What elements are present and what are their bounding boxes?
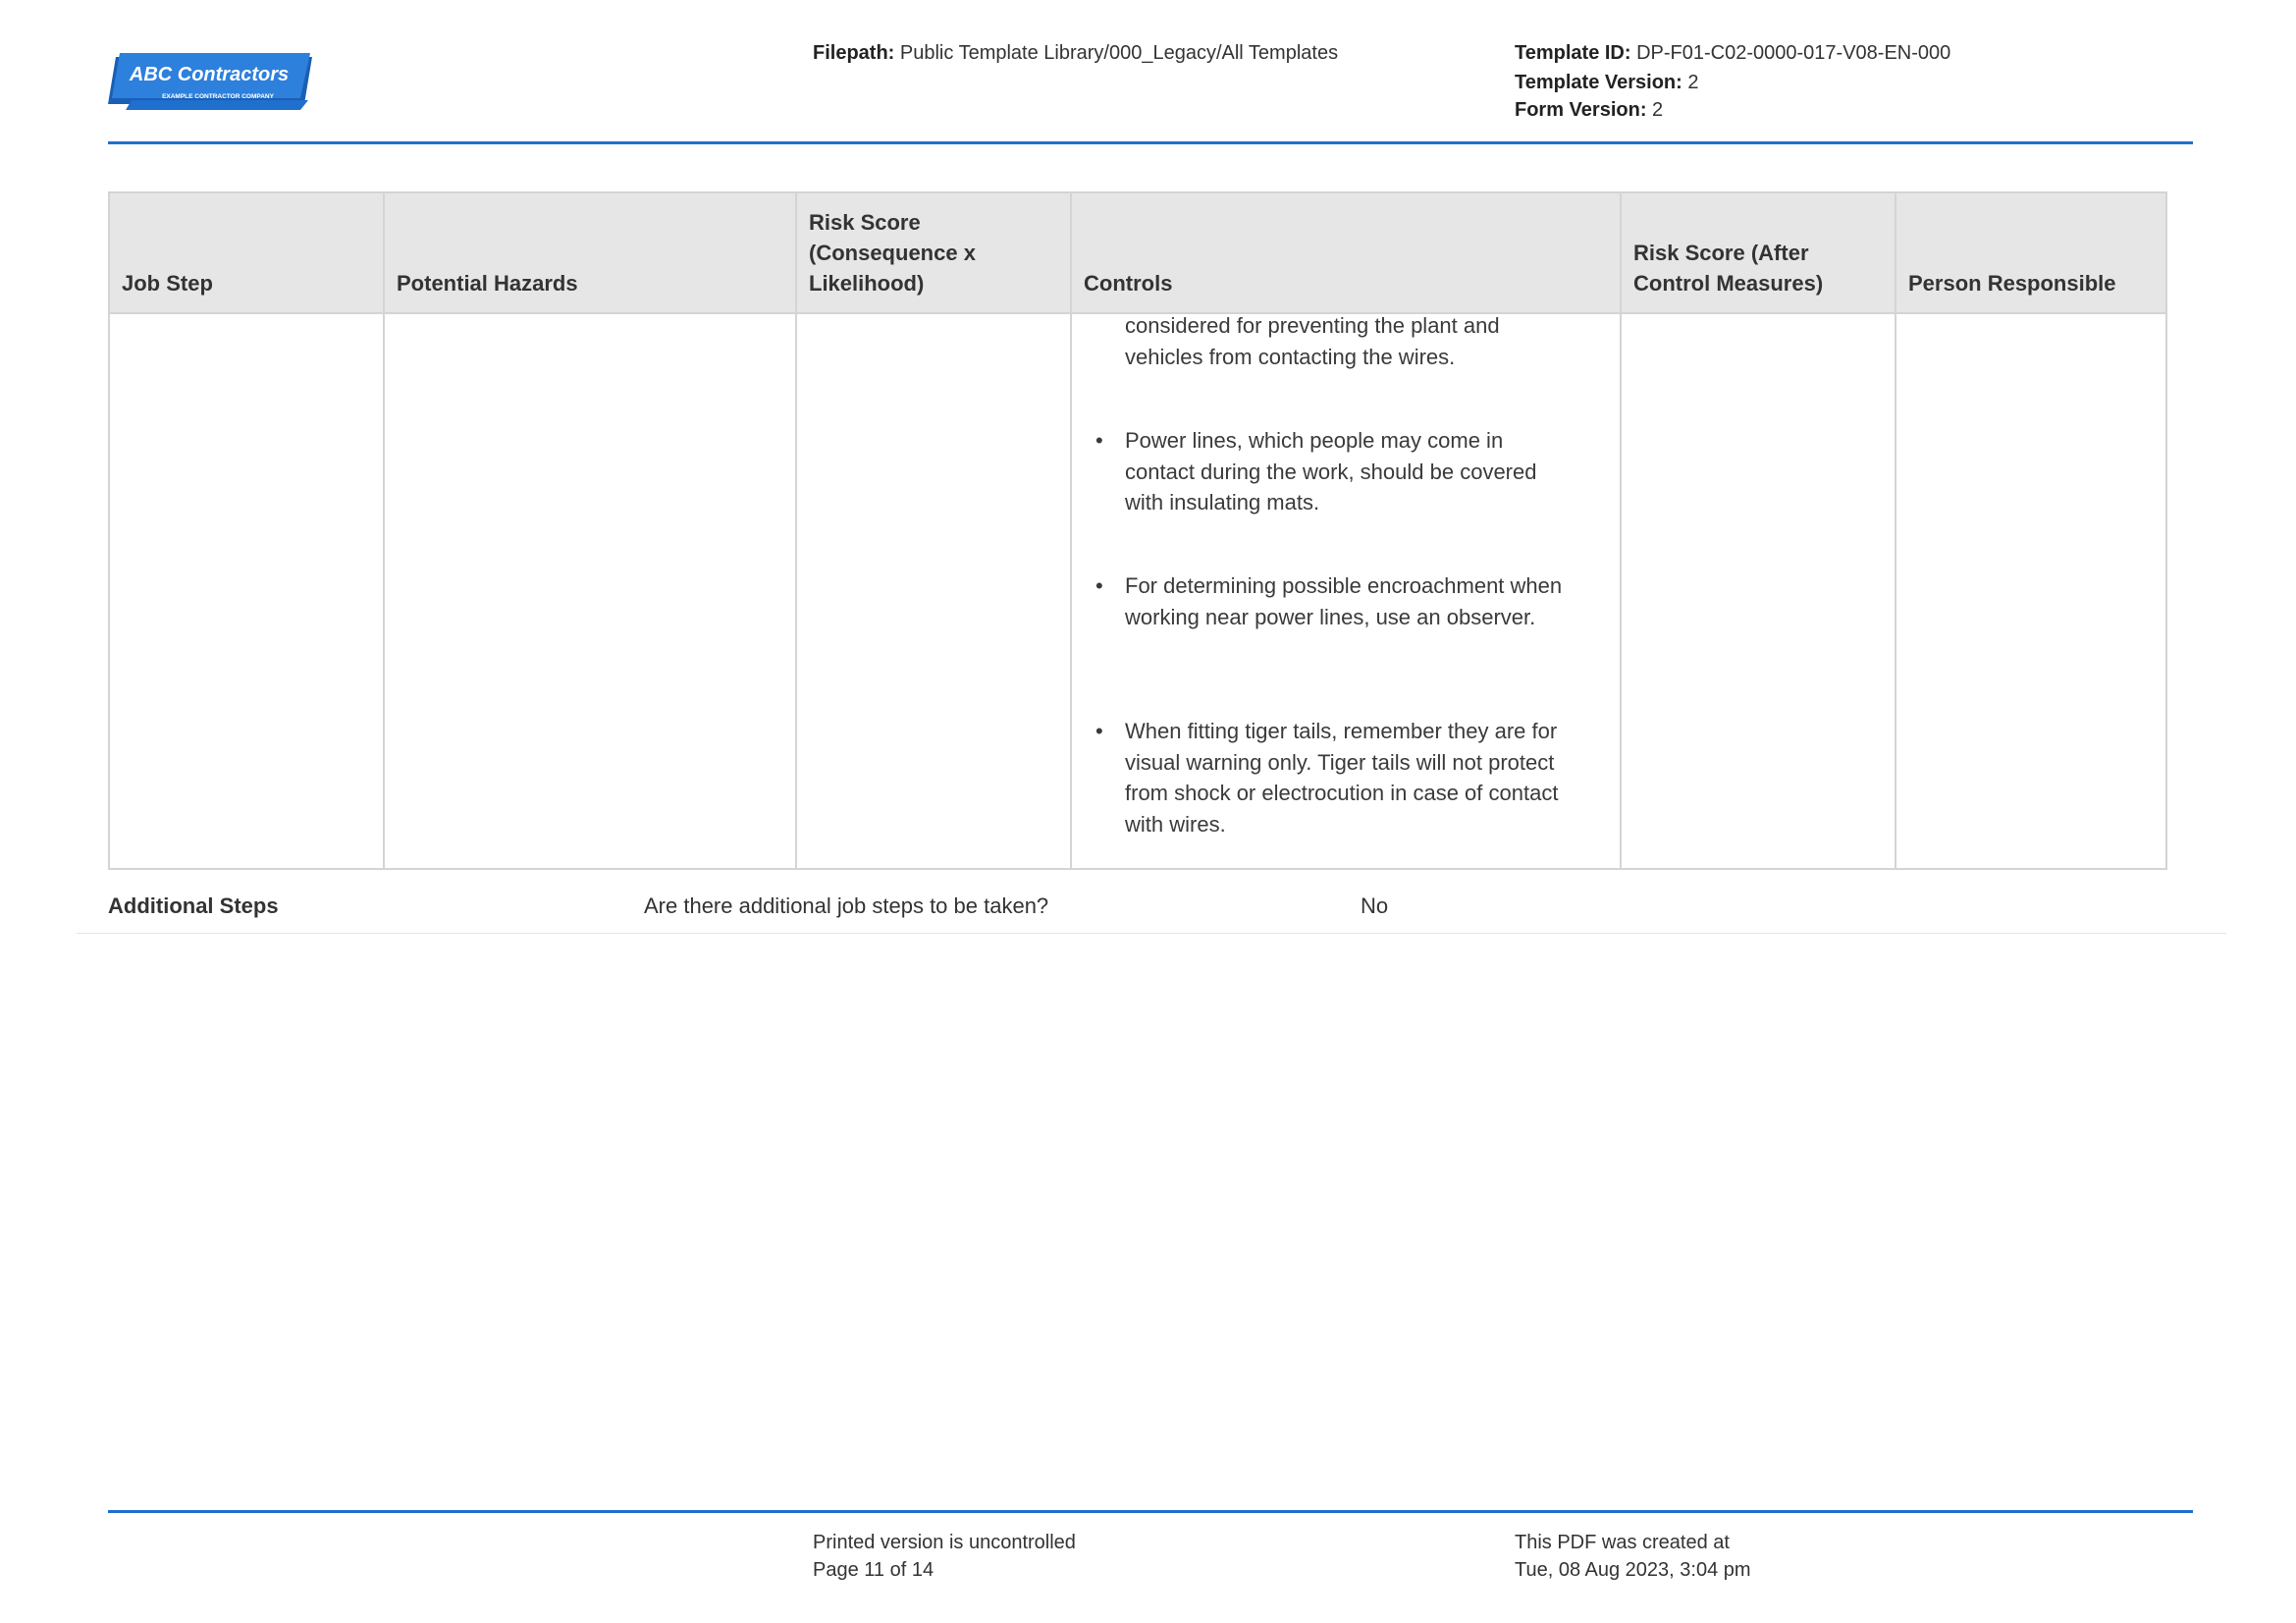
template-id-label: Template ID:	[1515, 42, 1631, 64]
filepath-value: Public Template Library/000_Legacy/All Templates	[899, 42, 1339, 64]
header-divider	[108, 141, 2193, 144]
column-header-potential-hazards: Potential Hazards	[397, 271, 578, 296]
column-header-job-step: Job Step	[122, 271, 213, 296]
bullet-icon: •	[1095, 573, 1103, 598]
additional-steps-divider	[77, 933, 2226, 934]
additional-steps-answer: No	[1361, 893, 1389, 918]
template-version-label: Template Version:	[1515, 72, 1682, 93]
column-divider	[383, 193, 385, 868]
column-divider	[795, 193, 797, 868]
column-divider	[1895, 193, 1896, 868]
controls-continuation-text: considered for preventing the plant and vehicles from contacting the wires.	[1125, 313, 1500, 369]
risk-assessment-table	[108, 191, 2167, 870]
additional-steps-label: Additional Steps	[108, 893, 279, 918]
bullet-icon: •	[1095, 428, 1103, 453]
filepath-label: Filepath:	[813, 42, 895, 64]
footer-uncontrolled-notice: Printed version is uncontrolled	[813, 1532, 1076, 1553]
additional-steps-question: Are there additional job steps to be taken?	[644, 893, 1049, 918]
logo-name: ABC Contractors	[129, 64, 290, 85]
filepath	[813, 38, 1338, 68]
controls-list-item: When fitting tiger tails, remember they are for visual warning only. Tiger tails will not protect from shock or electrocution in case of contact with wires.	[1125, 719, 1559, 837]
template-version-value: 2	[1687, 72, 1699, 93]
footer-created-label: This PDF was created at	[1515, 1532, 1730, 1553]
column-header-risk-score: Risk Score (Consequence x Likelihood)	[809, 210, 976, 296]
column-divider	[1070, 193, 1072, 868]
template-id	[1515, 38, 1950, 68]
column-header-risk-score-after: Risk Score (After Control Measures)	[1633, 241, 1824, 296]
bullet-icon: •	[1095, 719, 1103, 743]
footer-created-date: Tue, 08 Aug 2023, 3:04 pm	[1515, 1559, 1751, 1581]
logo-tagline: EXAMPLE CONTRACTOR COMPANY	[162, 93, 274, 100]
controls-list-item: Power lines, which people may come in contact during the work, should be covered with insulating mats.	[1125, 428, 1537, 514]
company-logo	[108, 51, 316, 112]
table-header-row	[110, 193, 2165, 314]
form-version	[1515, 95, 1663, 125]
column-divider	[1620, 193, 1622, 868]
controls-list-item: For determining possible encroachment when working near power lines, use an observer.	[1125, 573, 1563, 629]
footer-page-number: Page 11 of 14	[813, 1559, 934, 1581]
template-version	[1515, 68, 1698, 97]
form-version-label: Form Version:	[1515, 99, 1647, 121]
footer-divider	[108, 1510, 2193, 1513]
logo-badge-icon	[108, 51, 316, 112]
column-header-controls: Controls	[1084, 271, 1173, 296]
form-version-value: 2	[1652, 99, 1664, 121]
template-id-value: DP-F01-C02-0000-017-V08-EN-000	[1636, 42, 1951, 64]
column-header-person-responsible: Person Responsible	[1908, 271, 2116, 296]
